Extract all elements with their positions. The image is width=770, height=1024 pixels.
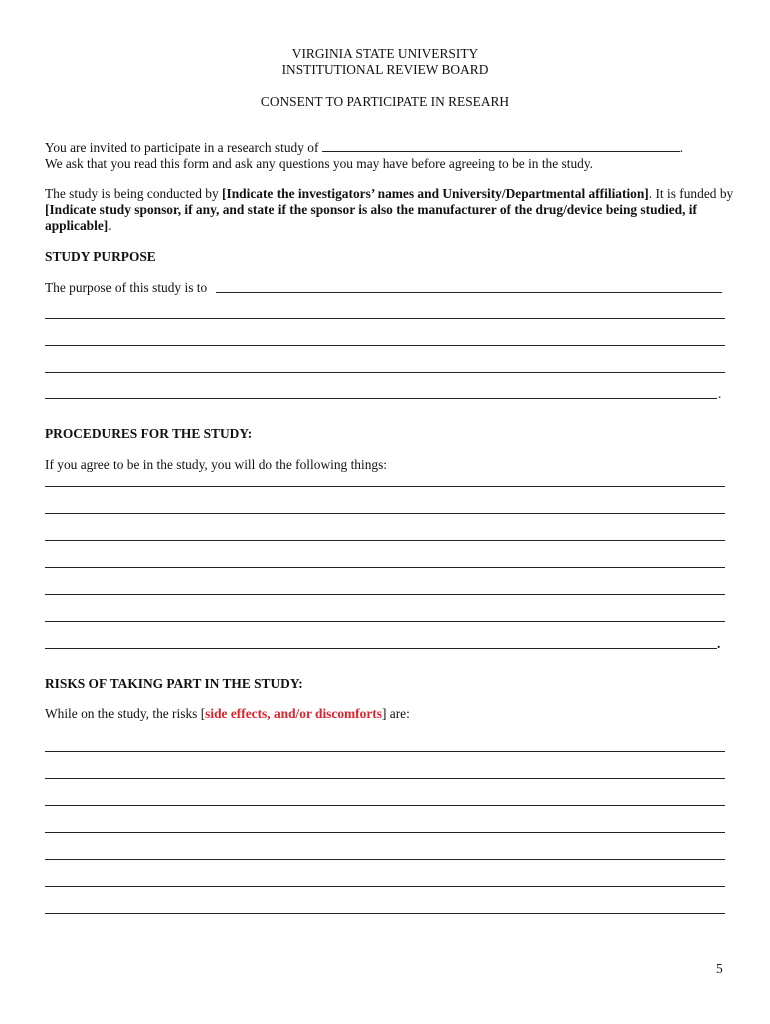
procedures-end-mark: . bbox=[717, 636, 721, 651]
purpose-line-2[interactable] bbox=[45, 318, 725, 319]
page-number: 5 bbox=[716, 961, 723, 976]
risks-heading: RISKS OF TAKING PART IN THE STUDY: bbox=[45, 676, 303, 691]
conducted-end: . bbox=[108, 218, 112, 233]
risks-lead-prefix: While on the study, the risks [ bbox=[45, 706, 206, 721]
procedures-line-3[interactable] bbox=[45, 540, 725, 541]
procedures-line-7[interactable] bbox=[45, 648, 717, 649]
risks-line-6[interactable] bbox=[45, 886, 725, 887]
form-title: CONSENT TO PARTICIPATE IN RESEARH bbox=[260, 94, 510, 109]
ask-text: We ask that you read this form and ask any questions you may have before agreeing to be in the study. bbox=[45, 156, 594, 171]
procedures-line-4[interactable] bbox=[45, 567, 725, 568]
risks-line-1[interactable] bbox=[45, 751, 725, 752]
risks-lead bbox=[45, 706, 410, 722]
intro-paragraph bbox=[45, 140, 735, 172]
invite-end: . bbox=[679, 140, 684, 155]
procedures-line-6[interactable] bbox=[45, 621, 725, 622]
risks-line-2[interactable] bbox=[45, 778, 725, 779]
purpose-end-mark: . bbox=[718, 386, 722, 401]
conducted-middle: . It is funded by bbox=[648, 186, 734, 201]
procedures-heading: PROCEDURES FOR THE STUDY: bbox=[45, 426, 253, 441]
procedures-lead: If you agree to be in the study, you will do the following things: bbox=[45, 457, 388, 472]
purpose-line-4[interactable] bbox=[45, 372, 725, 373]
university-name: VIRGINIA STATE UNIVERSITY bbox=[291, 46, 479, 61]
risks-line-4[interactable] bbox=[45, 832, 725, 833]
invite-text: You are invited to participate in a research study of bbox=[45, 140, 319, 155]
conducted-prefix: The study is being conducted by bbox=[45, 186, 219, 201]
purpose-lead: The purpose of this study is to bbox=[45, 280, 208, 295]
sponsor-placeholder: [Indicate study sponsor, if any, and state if the sponsor is also the manufacturer of the drug/device being studied, if applicable] bbox=[45, 202, 697, 233]
risks-lead-highlight: side effects, and/or discomforts bbox=[205, 706, 382, 721]
risks-line-5[interactable] bbox=[45, 859, 725, 860]
board-name: INSTITUTIONAL REVIEW BOARD bbox=[281, 62, 489, 77]
procedures-line-1[interactable] bbox=[45, 486, 725, 487]
conducted-paragraph bbox=[45, 186, 735, 234]
purpose-line-5[interactable] bbox=[45, 398, 717, 399]
procedures-line-5[interactable] bbox=[45, 594, 725, 595]
risks-line-7[interactable] bbox=[45, 913, 725, 914]
study-title-blank[interactable] bbox=[322, 140, 680, 152]
procedures-line-2[interactable] bbox=[45, 513, 725, 514]
purpose-line-3[interactable] bbox=[45, 345, 725, 346]
risks-line-3[interactable] bbox=[45, 805, 725, 806]
purpose-line-1[interactable] bbox=[216, 292, 722, 293]
investigators-placeholder: [Indicate the investigators’ names and University/Departmental affiliation] bbox=[222, 186, 649, 201]
risks-lead-suffix: ] are: bbox=[381, 706, 410, 721]
purpose-heading: STUDY PURPOSE bbox=[45, 249, 156, 264]
